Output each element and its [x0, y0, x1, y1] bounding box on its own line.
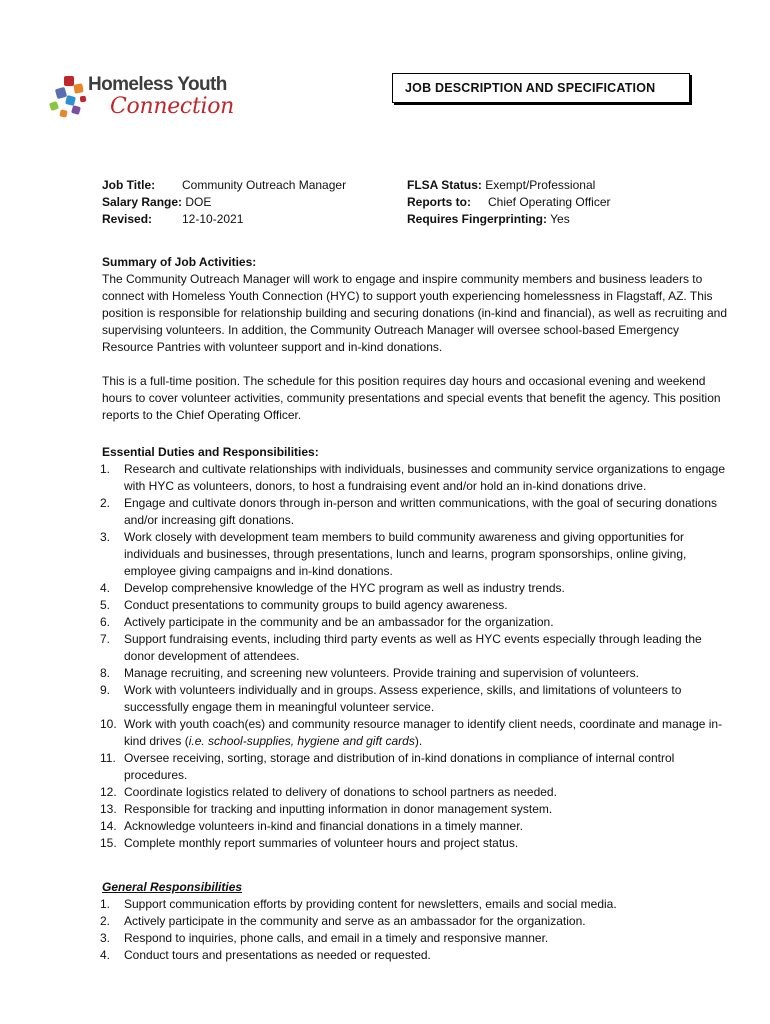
list-item-text: Manage recruiting, and screening new volunteers. Provide training and supervision of volunteers. [124, 666, 639, 680]
list-item-text-tail: ). [414, 734, 423, 748]
puzzle-piece-shape [73, 83, 83, 93]
flsa-value: Exempt/Professional [485, 178, 596, 192]
puzzle-piece-shape [71, 105, 81, 115]
list-item-text: Work with volunteers individually and in groups. Assess experience, skills, and limitations of volunteers to successfully engage them in meaningful volunteer service. [124, 683, 682, 714]
list-item [102, 597, 730, 614]
list-item-text: Oversee receiving, sorting, storage and distribution of in-kind donations in compliance of internal control procedures. [124, 751, 675, 782]
list-item-number: 6. [100, 615, 111, 629]
list-item [102, 529, 730, 580]
general-list [102, 896, 730, 964]
list-item-number: 11. [100, 751, 116, 765]
list-item-text: Support fundraising events, including third party events as well as HYC events especially through leading the donor development of attendees. [124, 632, 702, 663]
fingerprint-value: Yes [550, 212, 570, 226]
job-title-label: Job Title: [102, 178, 156, 192]
puzzle-piece-shape [64, 76, 74, 86]
logo-text-secondary: Connection [110, 94, 235, 119]
list-item-text: Support communication efforts by providing content for newsletters, emails and social media. [124, 897, 617, 911]
flsa-row [407, 177, 595, 194]
list-item [102, 818, 730, 835]
list-item [102, 750, 730, 784]
list-item [102, 784, 730, 801]
fingerprint-label: Requires Fingerprinting: [407, 212, 548, 226]
puzzle-piece-shape [59, 109, 67, 117]
document-title: JOB DESCRIPTION AND SPECIFICATION [405, 81, 656, 95]
list-item-text: Respond to inquiries, phone calls, and email in a timely and responsive manner. [124, 931, 549, 945]
list-item-text: Develop comprehensive knowledge of the HYC program as well as industry trends. [124, 581, 565, 595]
list-item [102, 930, 730, 947]
list-item-number: 8. [100, 666, 111, 680]
puzzle-piece-shape [80, 96, 87, 103]
summary-heading: Summary of Job Activities: [102, 255, 257, 269]
list-item [102, 947, 730, 964]
puzzle-piece-shape [65, 95, 76, 106]
list-item-text: Actively participate in the community and serve as an ambassador for the organization. [124, 914, 586, 928]
list-item-number: 7. [100, 632, 111, 646]
list-item-number: 1. [100, 462, 111, 476]
salary-value: DOE [185, 195, 212, 209]
list-item-text: Work closely with development team members to build community awareness and giving opportunities for individuals and businesses, through presentations, lunch and learns, program sponsorships, online giving, employee giving campaigns and in-kind donations. [124, 530, 687, 578]
list-item-number: 9. [100, 683, 111, 697]
list-item [102, 665, 730, 682]
puzzle-piece-shape [49, 101, 59, 111]
list-item-text: Coordinate logistics related to delivery of donations to school partners as needed. [124, 785, 557, 799]
reports-to-value: Chief Operating Officer [488, 195, 611, 209]
reports-to-row [407, 194, 471, 211]
list-item [102, 801, 730, 818]
list-item-number: 14. [100, 819, 117, 833]
list-item-number: 3. [100, 530, 111, 544]
list-item [102, 580, 730, 597]
list-item-number: 12. [100, 785, 117, 799]
fingerprint-row [407, 211, 570, 228]
list-item [102, 913, 730, 930]
list-item-text: Conduct presentations to community groups to build agency awareness. [124, 598, 508, 612]
list-item [102, 835, 730, 852]
puzzle-logo-icon [44, 70, 94, 122]
salary-row [102, 194, 211, 211]
revised-value: 12-10-2021 [182, 212, 244, 226]
general-heading: General Responsibilities [102, 880, 243, 894]
list-item-number: 15. [100, 836, 117, 850]
list-item-text: Acknowledge volunteers in-kind and financial donations in a timely manner. [124, 819, 523, 833]
revised-row [102, 211, 152, 228]
logo [44, 66, 254, 128]
list-item-text: Work with youth coach(es) and community resource manager to identify client needs, coordinate and manage in-kind drives ( [124, 717, 723, 748]
logo-text-primary: Homeless Youth [88, 74, 227, 95]
title-frame [392, 73, 690, 103]
summary-paragraph-1: The Community Outreach Manager will work to engage and inspire community members and business leaders to connect with Homeless Youth Connection (HYC) to support youth experiencing homelessness in Flagstaff, AZ. This position is responsible for relationship building and securing donations (in-kind and financial), as well as recruiting and supervising volunteers. In addition, the Community Outreach Manager will oversee school-based Emergency Resource Pantries with volunteer support and in-kind donations. [102, 272, 728, 354]
list-item-number: 4. [100, 948, 111, 962]
general-section [102, 879, 730, 964]
duties-section [102, 444, 730, 852]
list-item-text: Actively participate in the community and be an ambassador for the organization. [124, 615, 554, 629]
list-item [102, 461, 730, 495]
list-item-number: 3. [100, 931, 111, 945]
document-title-box [392, 73, 690, 103]
list-item [102, 631, 730, 665]
list-item [102, 614, 730, 631]
list-item-text: Conduct tours and presentations as needed or requested. [124, 948, 431, 962]
list-item-text: Engage and cultivate donors through in-person and written communications, with the goal of securing donations and/or increasing gift donations. [124, 496, 718, 527]
list-item-number: 2. [100, 914, 111, 928]
list-item [102, 682, 730, 716]
list-item-text: Responsible for tracking and inputting information in donor management system. [124, 802, 553, 816]
summary-paragraph-2: This is a full-time position. The schedule for this position requires day hours and occasional evening and weekend hours to cover volunteer activities, community presentations and special events that benefit the agency. This position reports to the Chief Operating Officer. [102, 374, 721, 422]
duties-list [102, 461, 730, 852]
summary-section [102, 254, 730, 424]
list-item-text: Research and cultivate relationships with individuals, businesses and community service organizations to engage with HYC as volunteers, donors, to host a fundraising event and/or hold an in-kind donations drive. [124, 462, 725, 493]
list-item [102, 716, 730, 750]
list-item-text: Complete monthly report summaries of volunteer hours and project status. [124, 836, 519, 850]
list-item-number: 5. [100, 598, 111, 612]
list-item [102, 495, 730, 529]
list-item-number: 2. [100, 496, 111, 510]
list-item-italic-text: i.e. school-supplies, hygiene and gift cards [188, 734, 415, 748]
list-item-number: 1. [100, 897, 111, 911]
list-item-number: 4. [100, 581, 111, 595]
list-item [102, 896, 730, 913]
job-title-row [102, 177, 155, 194]
list-item-number: 13. [100, 802, 117, 816]
revised-label: Revised: [102, 212, 153, 226]
job-title-value: Community Outreach Manager [182, 178, 347, 192]
puzzle-piece-shape [55, 87, 67, 99]
reports-to-label: Reports to: [407, 195, 471, 209]
duties-heading: Essential Duties and Responsibilities: [102, 445, 319, 459]
flsa-label: FLSA Status: [407, 178, 482, 192]
list-item-number: 10. [100, 717, 117, 731]
salary-label: Salary Range: [102, 195, 183, 209]
